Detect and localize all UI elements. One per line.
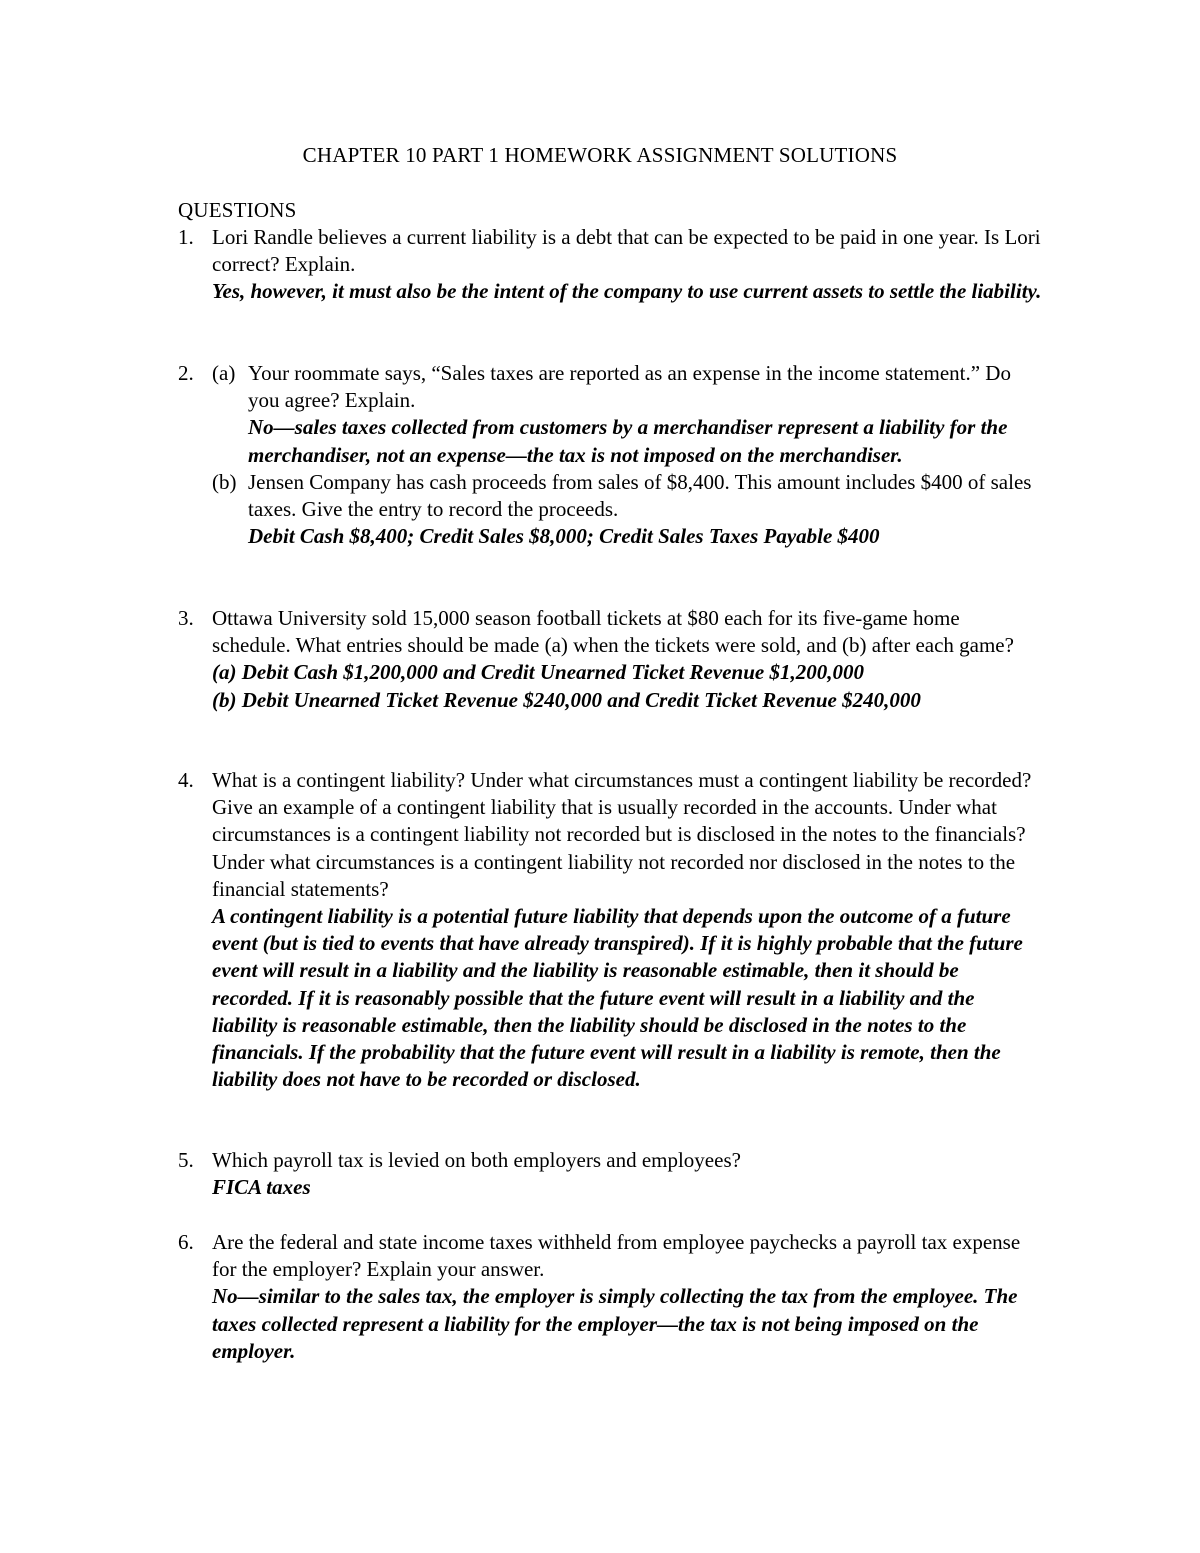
answer-text: Yes, however, it must also be the intent of the company to use current assets to settle the liability. — [212, 279, 1042, 304]
question-number: 3. — [178, 606, 194, 630]
question-text: Ottawa University sold 15,000 season football tickets at $80 each for its five-game home schedule. What entries should be made (a) when the tickets were sold, and (b) after each game? — [212, 606, 1014, 658]
question-body — [212, 360, 1042, 550]
answer-text: Debit Cash $8,400; Credit Sales $8,000; Credit Sales Taxes Payable $400 — [248, 524, 880, 549]
answer-text: No—similar to the sales tax, the employer is simply collecting the tax from the employee. The taxes collected represent a liability for the employer—the tax is not being imposed on the employer. — [212, 1284, 1018, 1363]
question-number: 6. — [178, 1230, 194, 1254]
question-text: What is a contingent liability? Under what circumstances must a contingent liability be recorded? Give an example of a contingent liability that is usually recorded in the accounts. Under what circumstances is a contingent liability not recorded but is disclosed in the notes to the financials? Under what circumstances is a contingent liability not recorded nor disclosed in the notes to the financial statements? — [212, 768, 1032, 901]
answer-text: No—sales taxes collected from customers by a merchandiser represent a liability for the merchandiser, not an expense—the tax is not imposed on the merchandiser. — [248, 415, 1008, 467]
part-body — [248, 469, 1042, 551]
question-text: Which payroll tax is levied on both employers and employees? — [212, 1148, 741, 1172]
question-text: Your roommate says, “Sales taxes are reported as an expense in the income statement.” Do you agree? Explain. — [248, 361, 1011, 413]
question-number: 2. — [178, 361, 194, 385]
question-body — [212, 1147, 1042, 1201]
section-heading: QUESTIONS — [178, 198, 297, 222]
answer-text: A contingent liability is a potential future liability that depends upon the outcome of a future event (but is tied to events that have already transpired). If it is highly probable that the future event will result in a liability and the liability is reasonable estimable, then it should be recorded. If it is reasonably possible that the future event will result in a liability and the liability is reasonable estimable, then the liability should be disclosed in the notes to the financials. If the probability that the future event will result in a liability is remote, then the liability does not have to be recorded or disclosed. — [212, 904, 1023, 1092]
answer-text-a: (a) Debit Cash $1,200,000 and Credit Unearned Ticket Revenue $1,200,000 — [212, 660, 864, 685]
question-body — [212, 605, 1042, 714]
answer-text: FICA taxes — [212, 1175, 311, 1200]
part-body — [248, 360, 1042, 469]
question-text: Are the federal and state income taxes withheld from employee paychecks a payroll tax expense for the employer? Explain your answer. — [212, 1230, 1021, 1282]
question-part-b — [212, 469, 1042, 551]
question-number: 5. — [178, 1148, 194, 1172]
part-label: (b) — [212, 469, 237, 494]
question-body — [212, 1229, 1042, 1365]
question-part-a — [212, 360, 1042, 469]
question-number: 1. — [178, 225, 194, 249]
part-label: (a) — [212, 361, 236, 385]
question-body — [212, 767, 1042, 1093]
question-text: Jensen Company has cash proceeds from sales of $8,400. This amount includes $400 of sales taxes. Give the entry to record the proceeds. — [248, 469, 1032, 522]
question-number: 4. — [178, 768, 194, 792]
answer-text-b: (b) Debit Unearned Ticket Revenue $240,000 and Credit Ticket Revenue $240,000 — [212, 687, 921, 712]
question-text: Lori Randle believes a current liability is a debt that can be expected to be paid in one year. Is Lori correct? Explain. — [212, 225, 1041, 277]
question-body — [212, 224, 1042, 306]
document-title: CHAPTER 10 PART 1 HOMEWORK ASSIGNMENT SOLUTIONS — [302, 143, 898, 167]
